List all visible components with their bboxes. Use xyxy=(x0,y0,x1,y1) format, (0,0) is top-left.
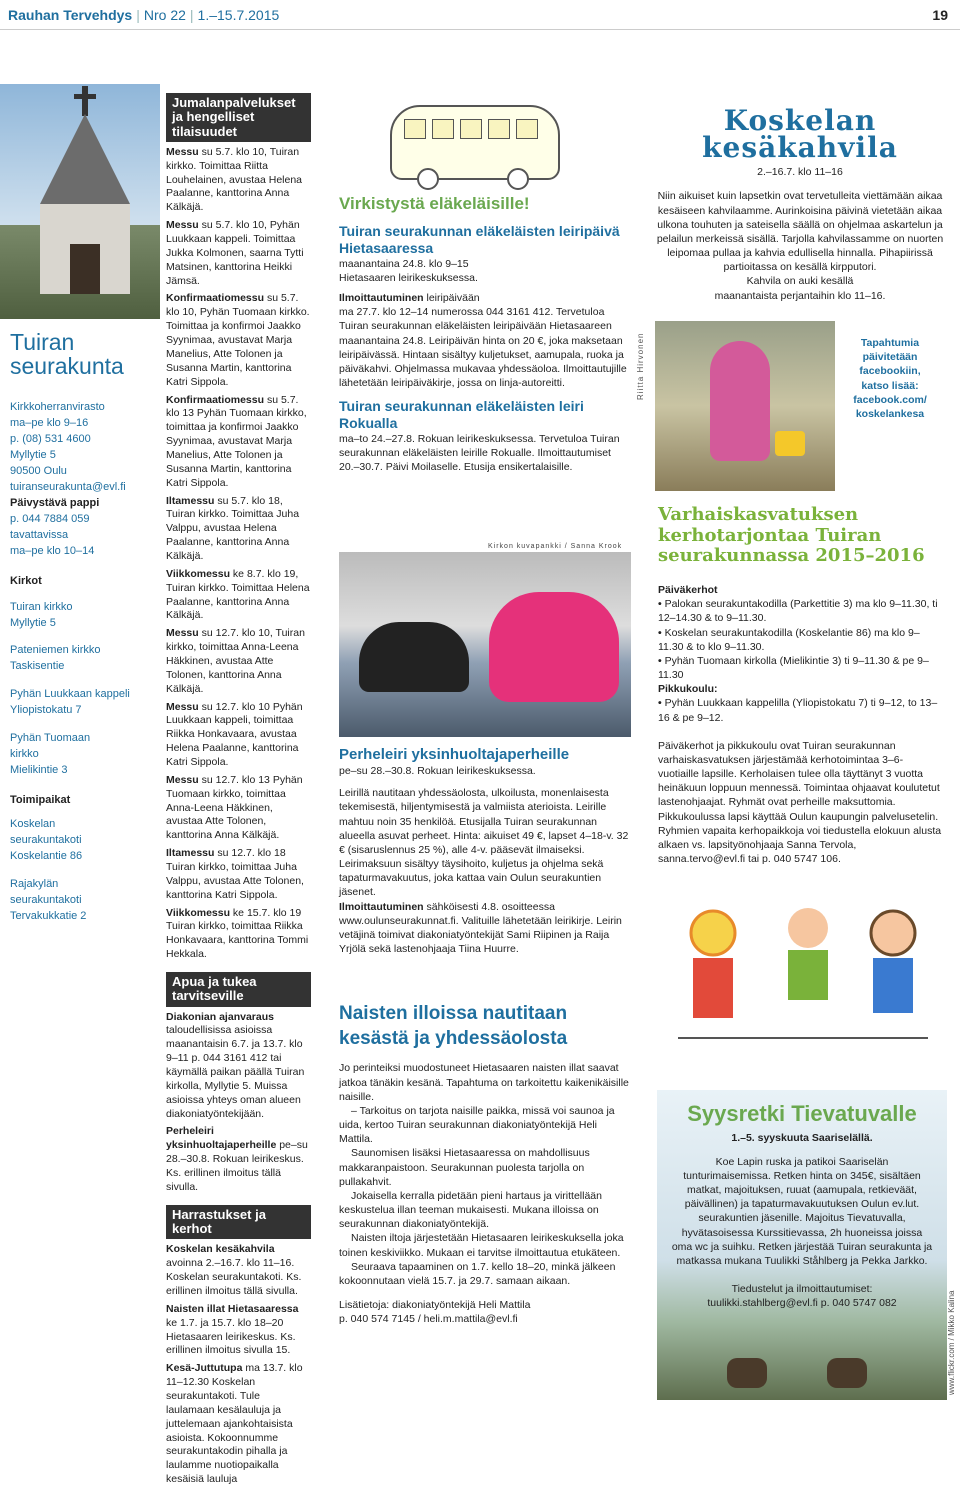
family-dates: pe–su 28.–30.8. Rokuan leirikeskuksessa. xyxy=(339,765,536,777)
info-line: 90500 Oulu xyxy=(10,465,67,478)
listing-item xyxy=(166,1125,311,1194)
churches-list xyxy=(10,600,160,779)
listing-item xyxy=(166,495,311,564)
elderly-heading-1: Tuiran seurakunnan eläkeläisten leiripäivä Hietasaaressa xyxy=(339,223,620,256)
day-clubs-list xyxy=(658,597,943,682)
offices-label: Toimipaikat xyxy=(10,794,71,807)
facebook-note: Tapahtumia päivitetään facebookiin, katso lisää: facebook.com/ koskelankesa xyxy=(853,337,927,420)
elderly-camp-body: ma–to 24.–27.8. Rokuan leirikeskuksessa. Tervetuloa Tuiran seurakunnan eläkeläisten leirille Rokualle. Ilmoittautumiset 20.–30.7. Päivi Moilaselle. Etusija ensikertalaisille. xyxy=(339,432,620,474)
listing-item xyxy=(166,1243,311,1298)
listing-item-text: su 12.7. klo 10 Pyhän Luukkaan kappeli, toimittaa Riikka Honkavaara, avustaa Helena Paalanne, kanttorina Katri Sippola. xyxy=(166,700,303,768)
info-line: p. (08) 531 4600 xyxy=(10,433,91,446)
cafe-open-1: Kahvila on auki kesällä xyxy=(746,275,854,288)
listing-item-text: su 12.7. klo 10, Tuiran kirkko, toimittaa Anna-Leena Häkkinen, avustaa Atte Tolonen, kanttorina Anna Kälkäjä. xyxy=(166,627,305,695)
listing-item xyxy=(166,627,311,696)
women-paragraph: – Tarkoitus on tarjota naisille paikka, missä voi saunoa ja uida, kertoo Tuiran seurakunnan diakoniatyöntekijä Heli Mattila. xyxy=(339,1104,615,1146)
listing-item-text: su 5.7. klo 10, Tuiran kirkko. Toimittaa Riitta Louhelainen, avustaa Helena Paalanne, kanttorina Anna Kälkäjä. xyxy=(166,145,303,214)
info-line xyxy=(10,631,160,643)
listing-item-text: su 5.7. klo 10, Pyhän Tuomaan kirkko. Toimittaa ja konfirmoi Jaakko Syynimaa, avustavat Marja Manelius, Atte Tolonen ja Susanna Martin, kanttorina Katri Sippola. xyxy=(166,292,310,388)
info-line: Pyhän Tuomaan xyxy=(10,732,91,745)
cafe-body: Niin aikuiset kuin lapsetkin ovat tervetulleita viettämään aikaa kesäiseen kahvilaamme. Aurinkoisina päivinä vietetään aikaa ulkona touhuten ja sateisella säällä on ohjelmaa askartelun ja pelailun merkeissä sisällä. Tarjolla kahvilassamme on nuorten leipomaa pullaa ja kahvia edullisella hinnalla. Pihapiirissä partioitassa on kesällä kirpputori. xyxy=(656,190,944,274)
cafe-open-2: maanantaista perjantaihin klo 11–16. xyxy=(714,289,886,302)
listing-item-label: Konfirmaatiomessu xyxy=(166,292,265,305)
page-number: 19 xyxy=(932,7,948,23)
listing-item-label: Konfirmaatiomessu xyxy=(166,393,265,406)
info-line xyxy=(10,719,160,731)
cafe-photo-credit: Riitta Hirvonen xyxy=(636,332,645,400)
reindeer-icon xyxy=(827,1358,867,1388)
info-line: seurakuntakoti xyxy=(10,893,82,906)
listing-item-text: su 5.7. klo 10, Pyhän Luukkaan kappeli. Toimittaa Jukka Kolmonen, saarna Tytti Matsinen, kanttorina Heikki Jämsä. xyxy=(166,219,304,287)
duty-priest-info xyxy=(10,512,160,560)
elderly-reg-text: leiripäivään xyxy=(423,292,480,305)
listing-item-text: su 5.7. klo 18, Tuiran kirkko. Toimittaa Juha Valppu, avustaa Helena Paalanne, kanttorina Anna Kälkäjä. xyxy=(166,494,300,562)
offices-list xyxy=(10,817,160,925)
hobby-list xyxy=(166,1243,311,1487)
women-paragraph: Saunomisen lisäksi Hietasaaressa on mahdollisuus makkaranpaistoon. Seurakunnan puolesta tarjolla on pullakahvit. xyxy=(339,1147,590,1188)
cafe-title-1: Koskelan xyxy=(723,104,877,137)
info-line: Kirkkoherranvirasto xyxy=(10,401,105,414)
parish-contact-info xyxy=(10,330,160,925)
listing-item xyxy=(166,1303,311,1358)
trip-title: Syysretki Tievatuvalle xyxy=(687,1101,917,1126)
trip-info-1: Tiedustelut ja ilmoittautumiset: xyxy=(731,1283,873,1296)
info-line: Myllytie 5 xyxy=(10,449,56,462)
listing-item-text: taloudellisissa asioissa maanantaisin 6.7. ja 13.7. klo 9–11 p. 044 3161 412 tai käymällä paikan päällä Tuiran kirkolla, Myllytie 5. Muissa asioissa yhteys oman alueen diakoniatyöntekijään. xyxy=(166,1024,305,1120)
women-title: Naisten illoissa nautitaan kesästä ja yhdessäolosta xyxy=(339,1003,568,1049)
listing-item-label: Perheleiri yksinhuoltajaperheille xyxy=(166,1125,277,1152)
issue-date: 1.–15.7.2015 xyxy=(197,7,280,23)
elderly-heading-2: Tuiran seurakunnan eläkeläisten leiri Rokualla xyxy=(339,398,584,432)
listing-item-label: Iltamessu xyxy=(166,847,215,860)
women-body xyxy=(339,1061,631,1288)
listing-item-text: ke 15.7. klo 19 Tuiran kirkko, toimittaa Riikka Honkavaara, kanttorina Tommi Hekkala. xyxy=(166,906,309,961)
listing-item-label: Messu xyxy=(166,773,199,786)
listing-item xyxy=(166,774,311,843)
photo-credit: Kirkon kuvapankki / Sanna Krook xyxy=(488,543,623,550)
info-line: ma–pe klo 9–16 xyxy=(10,417,89,430)
women-paragraph: Jo perinteiksi muodostuneet Hietasaaren naisten illat saavat jatkoa tänäkin kesänä. Tapahtuma on tarkoitettu kaikenikäisille naisille. xyxy=(339,1062,629,1103)
info-line: Koskelantie 86 xyxy=(10,849,83,862)
listing-item-text: avoinna 2.–16.7. klo 11–16. Koskelan seurakuntakoti. Ks. erillinen ilmoitus tällä sivulla. xyxy=(166,1257,302,1297)
services-list xyxy=(166,146,311,962)
listing-item-text: ke 8.7. klo 19, Tuiran kirkko. Toimittaa Helena Paalanne, kanttorina Anna Kälkäjä. xyxy=(166,567,310,622)
elderly-title: Virkistystä eläkeläisille! xyxy=(339,194,530,213)
women-paragraph: Naisten iltoja järjestetään Hietasaaren leirikeskuksella joka toinen keskiviikko. Mukaan ei tarvitse ilmoittautua etukäteen. xyxy=(339,1232,624,1259)
info-line: Yliopistokatu 7 xyxy=(10,704,82,717)
info-line: Koskelan xyxy=(10,817,56,830)
listing-item xyxy=(166,292,311,389)
church-photo xyxy=(0,84,160,319)
listing-item-label: Koskelan kesäkahvila xyxy=(166,1243,275,1256)
women-info-2: p. 040 574 7145 / heli.m.mattila@evl.fi xyxy=(339,1313,518,1326)
listing-item xyxy=(166,1362,311,1487)
listing-item-text: ke 1.7. ja 15.7. klo 18–20 Hietasaaren leirikeskus. Ks. erillinen ilmoitus sivulla 15. xyxy=(166,1316,296,1357)
churches-label: Kirkot xyxy=(10,574,42,587)
info-line: Mielikintie 3 xyxy=(10,764,68,777)
listing-item xyxy=(166,1011,311,1122)
info-line: ma–pe klo 10–14 xyxy=(10,544,95,557)
info-line: kirkko xyxy=(10,748,39,761)
family-reg-text: sähköisesti 4.8. osoitteessa www.oulunseurakunnat.fi. Valituille lähetetään leirikirje. Leirin vetäjinä toimivat diakoniatyöntekijät Sami Riipinen ja Raija Yrjölä sekä lastenohjaaja Tiina Huurre. xyxy=(339,900,622,956)
services-column xyxy=(166,93,311,1487)
clubs-body: Päiväkerhot ja pikkukoulu ovat Tuiran seurakunnan varhaiskasvatuksen järjestämää kerhotoimintaa 3–6-vuotiaille lapsille. Kerholaisen tulee olla täyttänyt 3 vuotta heinäkuun loppuun mennessä. Toimintaa ohjaavat koulutetut lastenohjaajat. Ryhmät ovat perheille maksuttomia. Pikkukoulussa lapsi käyttää Oulun kaupungin palvelusetelin. Ryhmien vapaita kerhopaikkoja voi tiedustella elokuun alusta alkaen vs. lapsityönohjaaja Sanna Tervola, sanna.tervo@evl.fi tai p. 040 5747 106. xyxy=(658,739,942,866)
elderly-reg-label: Ilmoittautuminen xyxy=(339,292,424,305)
family-reg-label: Ilmoittautuminen xyxy=(339,900,424,913)
family-body: Leirillä nautitaan yhdessäolosta, ulkoilusta, monenlaisesta tekemisestä, hiljentymisestä ja valmiista aterioista. Leirille mahtuu noin 35 henkilöä. Etusijalla Tuiran seurakunnan alueella asuvat perheet. Hinta: aikuiset 49 €, lapset 4–18-v. 32 € (sisaruslennus 25 %), alle 4-v. pääsevät ilmaiseksi. Leirimaksuun sisältyy täysihoito, kuljetus ja ohjelma sekä tapaturmavakuutus, joka kattaa vain Oulun seurakuntien jäsenet. xyxy=(339,787,629,899)
trip-info-2: tuulikki.stahlberg@evl.fi p. 040 5747 082 xyxy=(707,1297,897,1310)
duty-priest-label: Päivystävä pappi xyxy=(10,496,100,509)
listing-item-label: Iltamessu xyxy=(166,494,215,507)
women-paragraph: Jokaisella kerralla pidetään pieni hartaus ja virittellään keskustelua illan teeman mukaisesti. Mukana illoissa on seurakunnan diakoniatyöntekijä. xyxy=(339,1189,602,1231)
info-line: Myllytie 5 xyxy=(10,616,56,629)
info-line: Taskisentie xyxy=(10,660,65,673)
child-playing-photo xyxy=(655,321,835,491)
help-heading: Apua ja tukea tarvitseville xyxy=(166,972,311,1007)
listing-item xyxy=(166,568,311,623)
info-line xyxy=(10,865,160,877)
info-line: p. 044 7884 059 xyxy=(10,512,90,525)
listing-item xyxy=(166,146,311,215)
trip-dates: 1.–5. syyskuuta Saariselällä. xyxy=(731,1131,873,1144)
listing-item xyxy=(166,907,311,962)
club-item: • Koskelan seurakuntakodilla (Koskelantie 86) ma klo 9–11.30 & to klo 9–11.30. xyxy=(658,626,943,654)
listing-item xyxy=(166,219,311,288)
trip-body: Koe Lapin ruska ja patikoi Saariselän tunturimaisemissa. Retken hinta on 345€, sisältäen matkat, majoituksen, ruuat (aamupala, retkieväät, päivällinen) ja tapaturmavakuutuksen Oulun ev.lut. seurakuntien jäsenille. Majoitus Tievatuvalla, hyvätasoisessa Kurssitievassa, 2h huoneissa joissa oma wc ja suihku. Retken järjestää Tuiran seurakunta ja matkassa mukana Tuulikki Ståhlberg ja Pekka Jarkko. xyxy=(671,1155,933,1267)
info-line: seurakuntakoti xyxy=(10,833,82,846)
day-clubs-label: Päiväkerhot xyxy=(658,584,718,596)
listing-item-text: su 5.7. klo 13 Pyhän Tuomaan kirkko, toimittaa ja konfirmoi Jaakko Syynimaa, avustavat Marja Manelius, Atte Tolonen ja Susanna Martin, kanttorina Katri Sippola. xyxy=(166,393,307,489)
parish-title: Tuiran seurakunta xyxy=(10,329,124,380)
info-line: tuiranseurakunta@evl.fi xyxy=(10,480,126,493)
family-title: Perheleiri yksinhuoltajaperheille xyxy=(339,746,570,763)
publication-name: Rauhan Tervehdys xyxy=(8,7,133,23)
listing-item xyxy=(166,847,311,902)
listing-item-text: pe–su 28.–30.8. Rokuan leirikeskus. Ks. erillinen ilmoitus tällä sivulla. xyxy=(166,1139,308,1193)
trip-photo-credit: www.flickr.com / Mikko Kalina xyxy=(947,1290,956,1395)
listing-item-label: Diakonian ajanvaraus xyxy=(166,1010,274,1023)
listing-item-label: Messu xyxy=(166,145,199,158)
page-header xyxy=(0,0,960,30)
elderly-date: maanantaina 24.8. klo 9–15 xyxy=(339,257,469,270)
women-evenings-article xyxy=(339,1002,631,1326)
office-info xyxy=(10,400,160,496)
cross-icon xyxy=(82,86,88,116)
cafe-title-2: kesäkahvila xyxy=(702,130,898,164)
help-list xyxy=(166,1011,311,1195)
sneakers-photo xyxy=(339,552,631,737)
club-item: • Pyhän Tuomaan kirkolla (Mielikintie 3) ti 9–11.30 & pe 9–11.30 xyxy=(658,654,943,682)
listing-item-label: Kesä-Juttutupa xyxy=(166,1362,243,1375)
cafe-dates: 2.–16.7. klo 11–16 xyxy=(757,166,843,179)
services-heading: Jumalanpalvelukset ja hengelliset tilaisuudet xyxy=(166,93,311,142)
info-line: Pateniemen kirkko xyxy=(10,644,101,657)
info-line: Rajakylän xyxy=(10,877,59,890)
listing-item-label: Naisten illat Hietasaaressa xyxy=(166,1302,299,1315)
family-camp-article xyxy=(339,746,631,956)
elderly-location: Hietasaaren leirikeskuksessa. xyxy=(339,271,478,284)
elderly-article xyxy=(339,193,631,474)
autumn-trip-article xyxy=(657,1090,947,1400)
clubs-title: Varhaiskasvatuksen kerhotarjontaa Tuiran seurakunnassa 2015–2016 xyxy=(658,504,925,567)
children-drawing xyxy=(668,888,938,1048)
bus-illustration xyxy=(390,105,560,180)
hobby-heading: Harrastukset ja kerhot xyxy=(166,1205,311,1240)
elderly-body: ma 27.7. klo 12–14 numerossa 044 3161 412. Tervetuloa Tuiran seurakunnan eläkeläisten leiripäivään Hietasaareen maanantaina 24.8. Leiripäivän hinta on 20 €, joka maksetaan leiripäivässä. Hintaan sisältyy kuljetukset, aamupala, ruoka ja päiväkahvi. Ohjelmassa mukavaa yhdessäoloa. Ilmoittautujille lähetetään leiripäiväkirje, jossa on linja-autoreitti. xyxy=(339,306,627,390)
info-line: Tuiran kirkko xyxy=(10,600,73,613)
info-line: tavattavissa xyxy=(10,528,69,541)
preschool-list xyxy=(658,696,943,724)
reindeer-icon xyxy=(727,1358,767,1388)
listing-item-text: su 12.7. klo 13 Pyhän Tuomaan kirkko, toimittaa Anna-Leena Häkkinen, avustaa Atte Tolonen, kanttorina Anna Kälkäjä. xyxy=(166,773,303,842)
info-line: Pyhän Luukkaan kappeli xyxy=(10,688,130,701)
listing-item-text: su 12.7. klo 18 Tuiran kirkko, toimittaa Juha Valppu, avustaa Atte Tolonen, kanttorina Katri Sippola. xyxy=(166,847,304,901)
cafe-article xyxy=(655,104,945,303)
listing-item xyxy=(166,701,311,770)
info-line: Tervakukkatie 2 xyxy=(10,909,87,922)
listing-item-text: ma 13.7. klo 11–12.30 Koskelan seurakuntakoti. Tule laulamaan kesälauluja ja juttelemaan ajankohtaisista asioista. Kokoonnumme seurakuntakodin pihalla ja laulamme nuotiopaikalla kesäisiä lauluja xyxy=(166,1362,303,1486)
issue-number: Nro 22 xyxy=(143,7,186,23)
listing-item xyxy=(166,394,311,491)
women-info-1: Lisätietoja: diakoniatyöntekijä Heli Mattila xyxy=(339,1299,531,1312)
club-item: • Palokan seurakuntakodilla (Parkettitie 3) ma klo 9–11.30, ti 12–14.30 & to 9–11.30. xyxy=(658,597,943,625)
listing-item-label: Messu xyxy=(166,219,199,232)
listing-item-label: Viikkomessu xyxy=(166,906,231,919)
listing-item-label: Messu xyxy=(166,700,199,713)
listing-item-label: Messu xyxy=(166,627,199,640)
masthead: Rauhan Tervehdys | Nro 22 | 1.–15.7.2015 xyxy=(8,7,280,23)
info-line xyxy=(10,675,160,687)
club-item: • Pyhän Luukkaan kappelilla (Yliopistokatu 7) ti 9–12, to 13–16 & pe 9–12. xyxy=(658,696,943,724)
preschool-label: Pikkukoulu: xyxy=(658,683,718,696)
clubs-article xyxy=(658,583,943,866)
listing-item-label: Viikkomessu xyxy=(166,567,231,580)
women-paragraph: Seuraava tapaaminen on 1.7. kello 18–20, minkä jälkeen kokoonnutaan vielä 15.7. ja 29.7. samaan aikaan. xyxy=(339,1260,616,1287)
